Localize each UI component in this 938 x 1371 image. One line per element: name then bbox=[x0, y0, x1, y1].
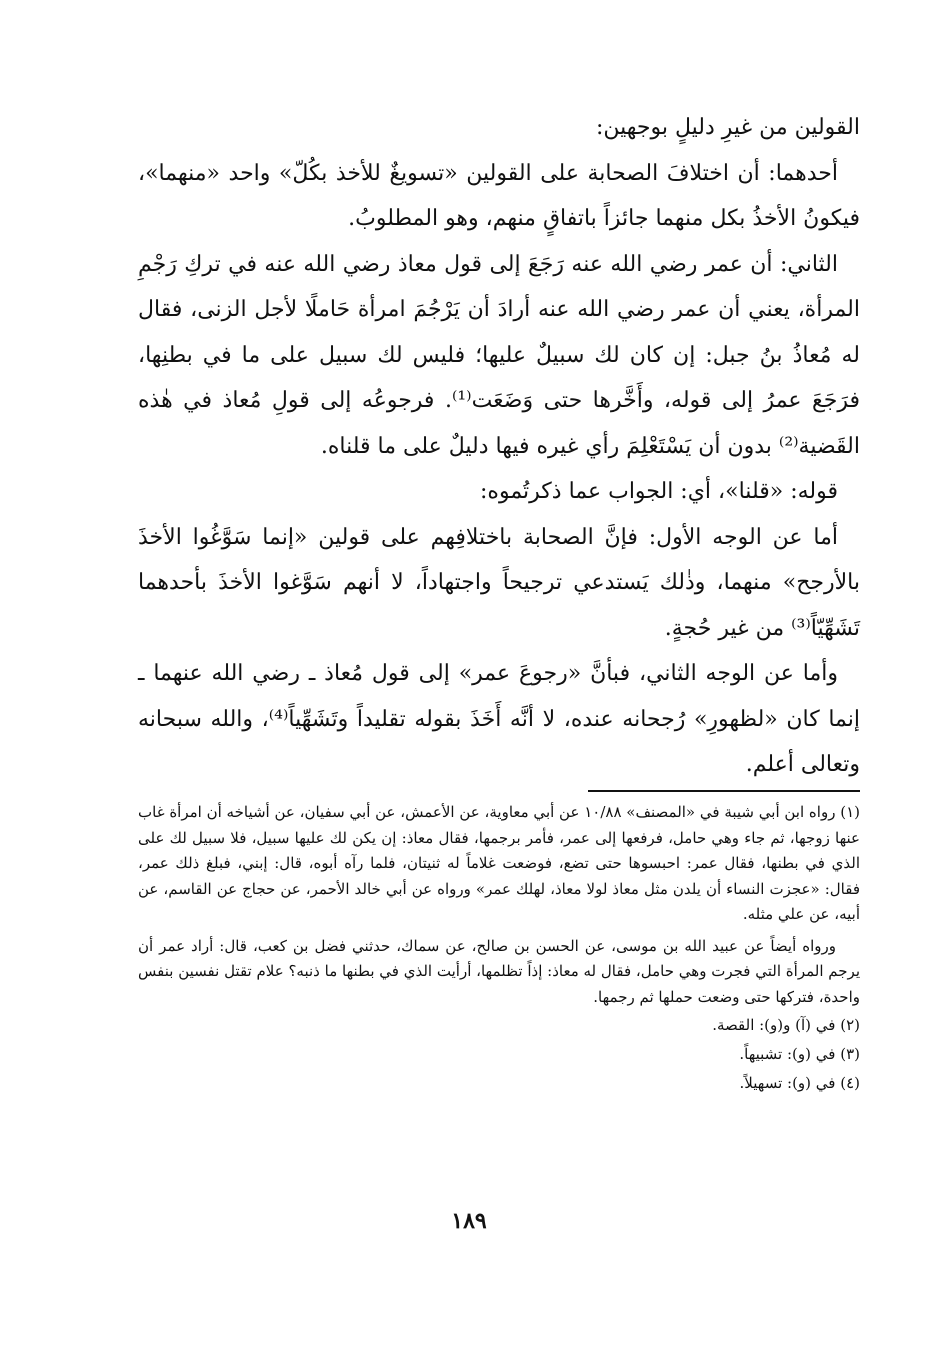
paragraph-intro: القولين من غيرِ دليلٍ بوجهين: bbox=[595, 115, 860, 140]
footnote-1-continuation: ورواه أيضاً عن عبيد الله بن موسى، عن الحسن بن صالح، عن سماك، حدثني فضل بن كعب، قال: أراد عمر أن يرجم المرأة التي فجرت وهي حامل، فقال له معاذ: إذاً تظلمها، أرأيت الذي في بطنها ما ذنبه؟ علام تقتل نفسين بنفس واحدة، فتركها حتى وضعت حملها ثم رجمها. bbox=[138, 936, 860, 1006]
footnote-3: (٣) في (و): تشبيهاً. bbox=[739, 1045, 860, 1063]
paragraph-second-reason: الثاني: أن عمر رضي الله عنه رَجَعَ إلى قول معاذ رضي الله عنه في تركِ رَجْمِ المرأة، يعني أن عمر رضي الله عنه أرادَ أن يَرْجُمَ امرأة حَاملًا لأجل الزنى، فقال له مُعاذُ بنُ جبل: إن كان لك سبيلٌ عليها؛ فليس لك سبيل على ما في بطنِها، فرَجَعَ عمرُ إلى قوله، وأَخَّرها حتى وَضَعَت⁽¹⁾. فرجوعُه إلى قولِ مُعاذ في هٰذه القَضية⁽²⁾ بدون أن يَسْتَعْلِمَ رأي غيره فيها دليلٌ على ما قلناه. bbox=[138, 251, 860, 459]
paragraph-commentary-heading: قوله: «قلنا»، أي: الجواب عما ذكرتُموه: bbox=[480, 479, 838, 504]
footnote-1: (١) رواه ابن أبي شيبة في «المصنف» ١٠/٨٨ عن أبي معاوية، عن الأعمش، عن أبي سفيان، عن أشياخه أن امرأة غاب عنها زوجها، ثم جاء وهي حامل، فرفعها إلى عمر، فأمر برجمها، فقال معاذ: إن يكن لك عليها سبيل، فلا سبيل لك على الذي في بطنها، فقال عمر: احبسوها حتى تضع، فوضعت غلاماً له ثنيتان، فلما رآه أبوه، قال: إبني، فبلغ ذلك عمر، فقال: «عجزت النساء أن يلدن مثل معاذ لولا معاذ، لهلك عمر» ورواه عن أبي خالد الأحمر، عن حجاج عن القاسم، عن أبيه، عن علي مثله. bbox=[138, 803, 860, 923]
paragraph-reply-second: وأما عن الوجه الثاني، فبأنَّ «رجوعَ عمر» إلى قول مُعاذ ـ رضي الله عنهما ـ إنما كان «لظهورِ» رُجحانه عنده، لا أنَّه أَخَذَ بقوله تقليداً وتَشَهِّياً⁽⁴⁾، والله سبحانه وتعالى أعلم. bbox=[138, 661, 860, 777]
footnote-divider bbox=[588, 790, 860, 792]
footnotes bbox=[138, 800, 860, 1097]
page-number: ١٨٩ bbox=[451, 1208, 487, 1234]
paragraph-first-reason: أحدهما: أن اختلافَ الصحابة على القولين «تسويغٌ للأخذ بكُلّ» واحد «منهما»، فيكونُ الأخذُ بكل منهما جائزاً باتفاقٍ منهم، وهو المطلوبُ. bbox=[138, 160, 860, 231]
main-text bbox=[138, 105, 860, 788]
paragraph-reply-first: أما عن الوجه الأول: فإنَّ الصحابة باختلافِهم على قولين «إنما سَوَّغُوا الأخذَ بالأرجح» منهما، وذٰلك يَستدعي ترجيحاً واجتهاداً، لا أنهم سَوَّغوا الأخذَ بأحدهما تَشَهِّيّاً⁽³⁾ من غير حُجةٍ. bbox=[138, 524, 860, 641]
footnote-4: (٤) في (و): تسهيلاً. bbox=[739, 1074, 860, 1092]
footnote-2: (٢) في (آ) و(و): القصة. bbox=[712, 1016, 860, 1034]
